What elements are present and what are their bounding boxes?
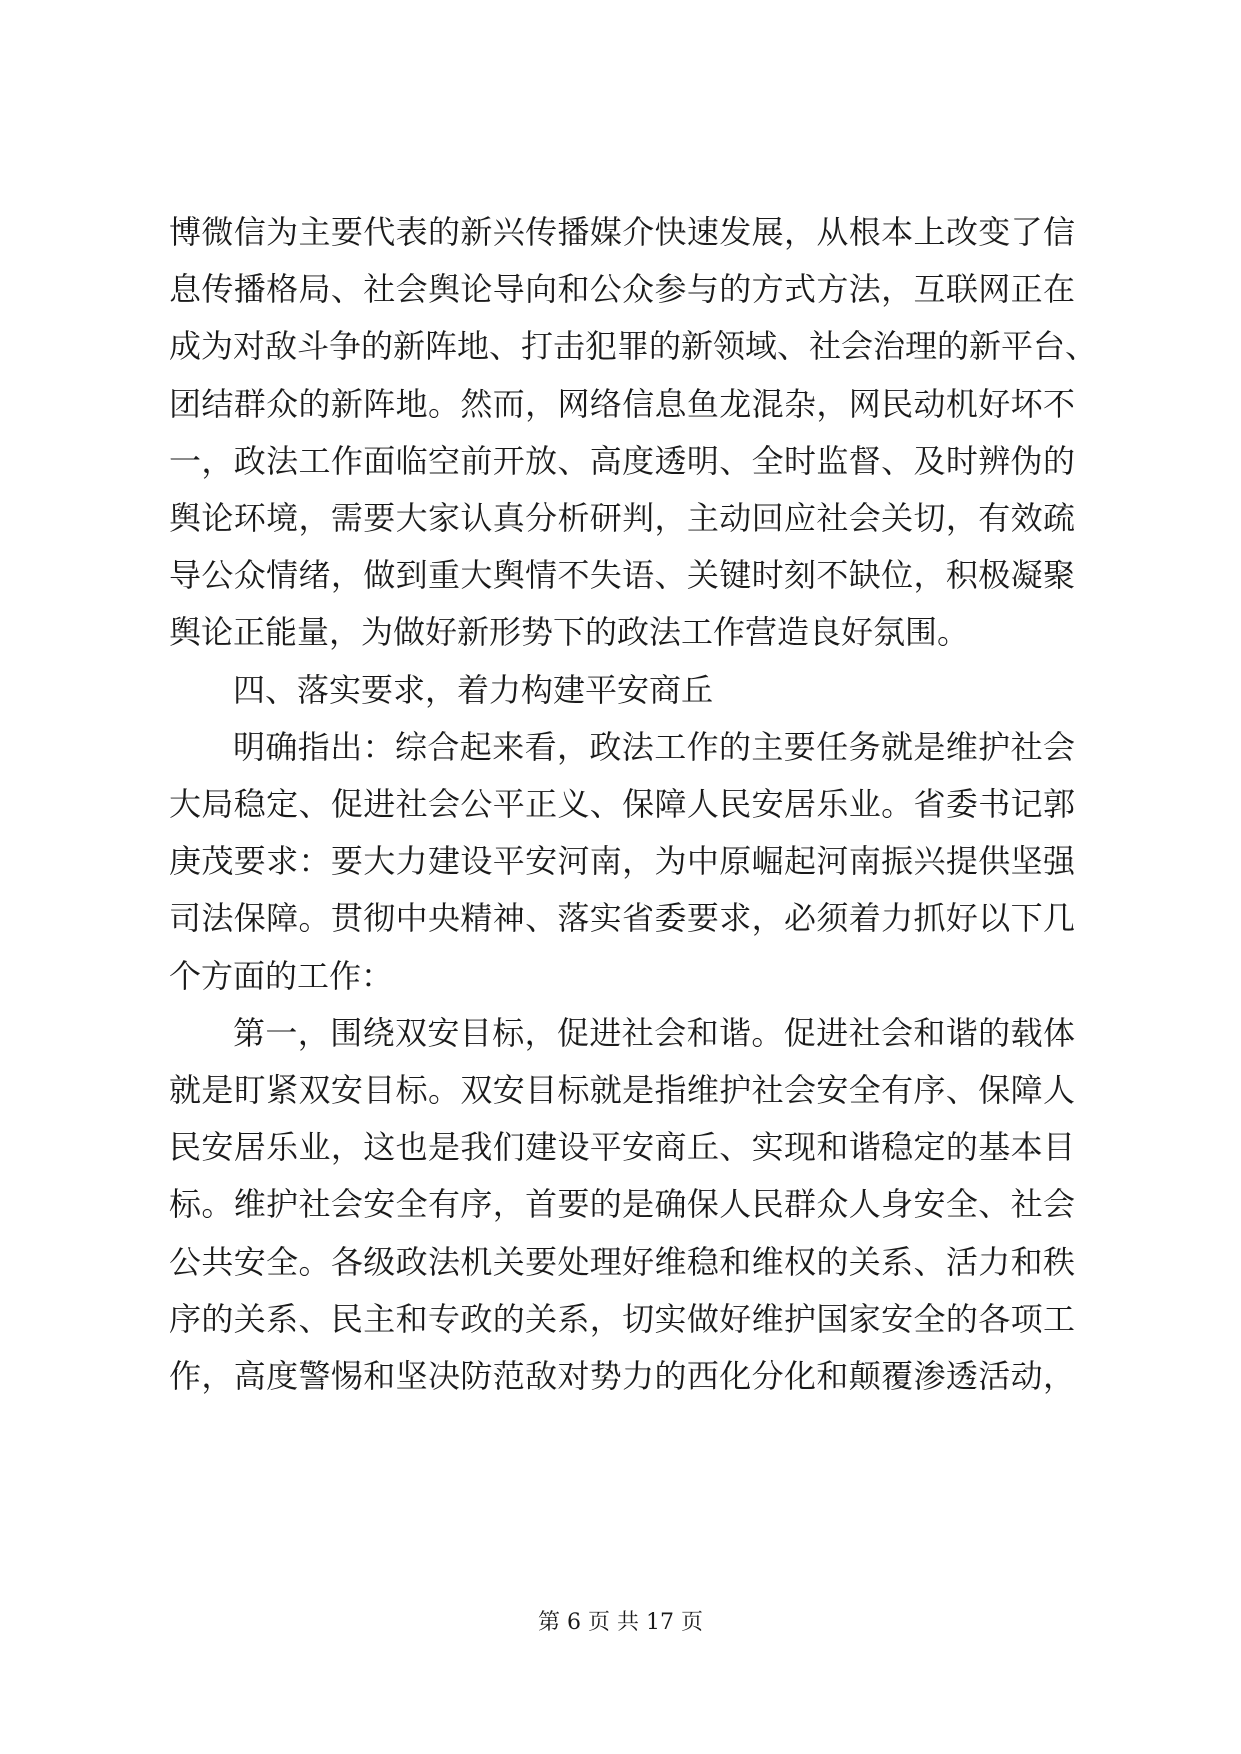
text-line: 庚茂要求：要大力建设平安河南，为中原崛起河南振兴提供坚强 (169, 842, 1075, 880)
text-line: 一，政法工作面临空前开放、高度透明、全时监督、及时辨伪的 (169, 442, 1075, 480)
text-line: 成为对敌斗争的新阵地、打击犯罪的新领域、社会治理的新平台、 (169, 327, 1098, 365)
text-line: 息传播格局、社会舆论导向和公众参与的方式方法，互联网正在 (169, 270, 1075, 308)
paragraph-first-line: 四、落实要求，着力构建平安商丘 (233, 671, 714, 709)
text-line: 个方面的工作： (169, 957, 394, 995)
text-line: 序的关系、民主和专政的关系，切实做好维护国家安全的各项工 (169, 1300, 1075, 1338)
text-line: 就是盯紧双安目标。双安目标就是指维护社会安全有序、保障人 (169, 1071, 1075, 1109)
text-line: 民安居乐业，这也是我们建设平安商丘、实现和谐稳定的基本目 (169, 1128, 1075, 1166)
paragraph-first-line: 第一，围绕双安目标，促进社会和谐。促进社会和谐的载体 (233, 1014, 1075, 1052)
text-line: 司法保障。贯彻中央精神、落实省委要求，必须着力抓好以下几 (169, 899, 1075, 937)
text-line: 标。维护社会安全有序，首要的是确保人民群众人身安全、社会 (169, 1185, 1075, 1223)
text-line: 公共安全。各级政法机关要处理好维稳和维权的关系、活力和秩 (169, 1243, 1075, 1281)
text-line: 博微信为主要代表的新兴传播媒介快速发展，从根本上改变了信 (169, 213, 1075, 251)
page-number-footer: 第 6 页 共 17 页 (538, 1610, 703, 1635)
text-line: 舆论正能量，为做好新形势下的政法工作营造良好氛围。 (169, 613, 970, 651)
text-line: 舆论环境，需要大家认真分析研判，主动回应社会关切，有效疏 (169, 499, 1075, 537)
text-line: 团结群众的新阵地。然而，网络信息鱼龙混杂，网民动机好坏不 (169, 385, 1075, 423)
paragraph-first-line: 明确指出：综合起来看，政法工作的主要任务就是维护社会 (233, 728, 1075, 766)
text-line: 大局稳定、促进社会公平正义、保障人民安居乐业。省委书记郭 (169, 785, 1075, 823)
text-line: 导公众情绪，做到重大舆情不失语、关键时刻不缺位，积极凝聚 (169, 556, 1075, 594)
text-line: 作，高度警惕和坚决防范敌对势力的西化分化和颠覆渗透活动， (169, 1357, 1075, 1395)
